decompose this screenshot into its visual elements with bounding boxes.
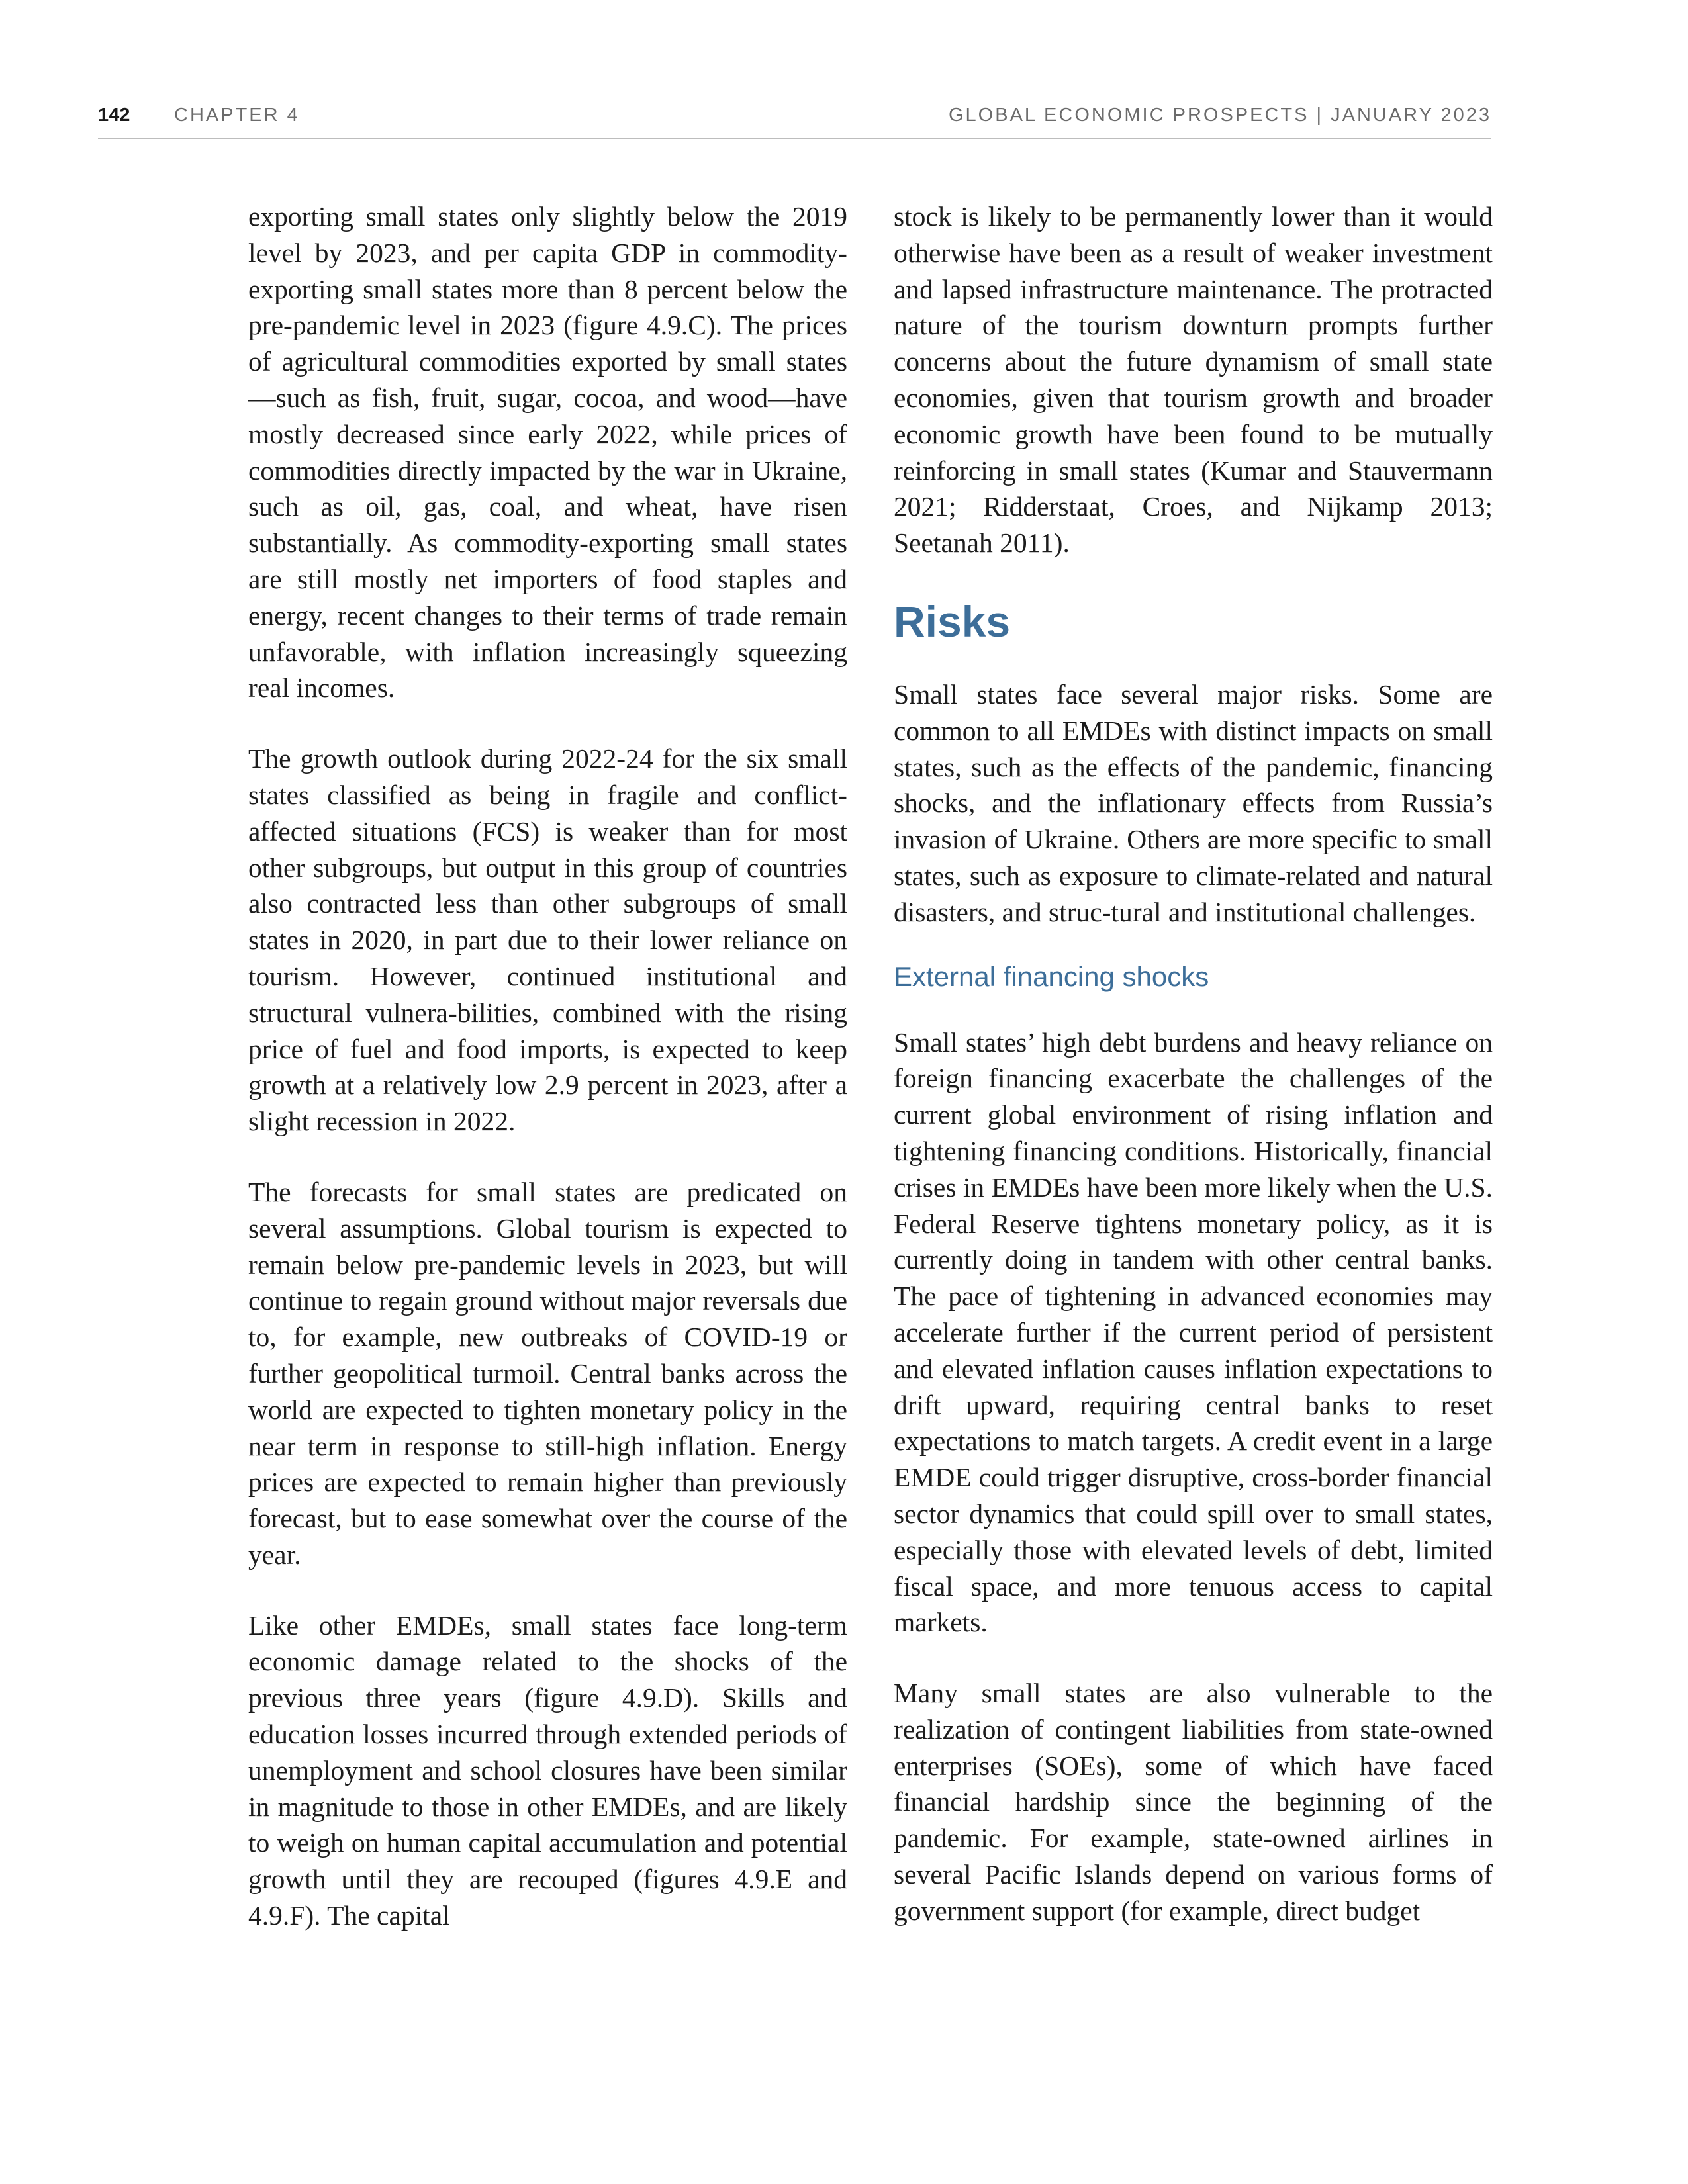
body-paragraph: The forecasts for small states are predicated on several assumptions. Global tourism is expected to remain below pre-pandemic levels in 2023, but will continue to regain ground without major reversals due to, for example, new outbreaks of COVID-19 or further geopolitical turmoil. Central banks across the world are expected to tighten monetary policy in the near term in response to still-high inflation. Energy prices are expected to remain higher than previously forecast, but to ease somewhat over the course of the year.: [248, 1176, 847, 1570]
chapter-label: CHAPTER 4: [174, 105, 300, 126]
right-column: [894, 199, 1493, 1929]
body-paragraph: Like other EMDEs, small states face long-term economic damage related to the shocks of the previous three years (figure 4.9.D). Skills and education losses incurred through extended periods of unemployment and school closures have been similar in magnitude to those in other EMDEs, and are likely to weigh on human capital accumulation and potential growth until they are recouped (figures 4.9.E and 4.9.F). The capital: [248, 1610, 847, 1931]
header-divider: [98, 138, 1491, 139]
body-paragraph: exporting small states only slightly below the 2019 level by 2023, and per capita GDP in commodity-exporting small states more than 8 percent below the pre-pandemic level in 2023 (figure 4.9.C). The prices of agricultural commodities exported by small states—such as fish, fruit, sugar, cocoa, and wood—have mostly decreased since early 2022, while prices of commodities directly impacted by the war in Ukraine, such as oil, gas, coal, and wheat, have risen substantially. As commodity-exporting small states are still mostly net importers of food staples and energy, recent changes to their terms of trade remain unfavorable, with inflation increasingly squeezing real incomes.: [248, 201, 847, 704]
publication-title: GLOBAL ECONOMIC PROSPECTS | JANUARY 2023: [949, 105, 1491, 126]
body-paragraph: Small states’ high debt burdens and heavy reliance on foreign financing exacerbate the challenges of the current global environment of rising inflation and tightening financing conditions. Historically, financial crises in EMDEs have been more likely when the U.S. Federal Reserve tightens monetary policy, as it is currently doing in tandem with other central banks. The pace of tightening in advanced economies may accelerate further if the current period of persistent and elevated inflation causes inflation expectations to drift upward, requiring central banks to reset expectations to match targets. A credit event in a large EMDE could trigger disruptive, cross-border financial sector dynamics that could spill over to small states, especially those with elevated levels of debt, limited fiscal space, and more tenuous access to capital markets.: [894, 1026, 1493, 1638]
body-paragraph: The growth outlook during 2022-24 for the six small states classified as being in fragile and conflict-affected situations (FCS) is weaker than for most other subgroups, but output in this group of countries also contracted less than other subgroups of small states in 2020, in part due to their lower reliance on tourism. However, continued institutional and structural vulnera-bilities, combined with the rising price of fuel and food imports, is expected to keep growth at a relatively low 2.9 percent in 2023, after a slight recession in 2022.: [248, 743, 847, 1137]
left-column: [248, 199, 847, 1934]
subheading-external-financing-shocks: External financing shocks: [894, 960, 1209, 992]
body-paragraph: Small states face several major risks. Some are common to all EMDEs with distinct impacts on small states, such as the effects of the pandemic, financing shocks, and the inflationary effects from Russia’s invasion of Ukraine. Others are more specific to small states, such as exposure to climate-related and natural disasters, and struc-tural and institutional challenges.: [894, 678, 1493, 927]
body-paragraph: Many small states are also vulnerable to the realization of contingent liabilities from state-owned enterprises (SOEs), some of which have faced financial hardship since the beginning of the pandemic. For example, state-owned airlines in several Pacific Islands depend on various forms of government support (for example, direct budget: [894, 1678, 1493, 1926]
section-heading-risks: Risks: [894, 596, 1011, 646]
running-header: [98, 105, 1491, 138]
page-number: 142: [98, 105, 130, 126]
body-paragraph: stock is likely to be permanently lower than it would otherwise have been as a result of weaker investment and lapsed infrastructure maintenance. The protracted nature of the tourism downturn prompts further concerns about the future dynamism of small state economies, given that tourism growth and broader economic growth have been found to be mutually reinforcing in small states (Kumar and Stauvermann 2021; Ridderstaat, Croes, and Nijkamp 2013; Seetanah 2011).: [894, 201, 1493, 559]
